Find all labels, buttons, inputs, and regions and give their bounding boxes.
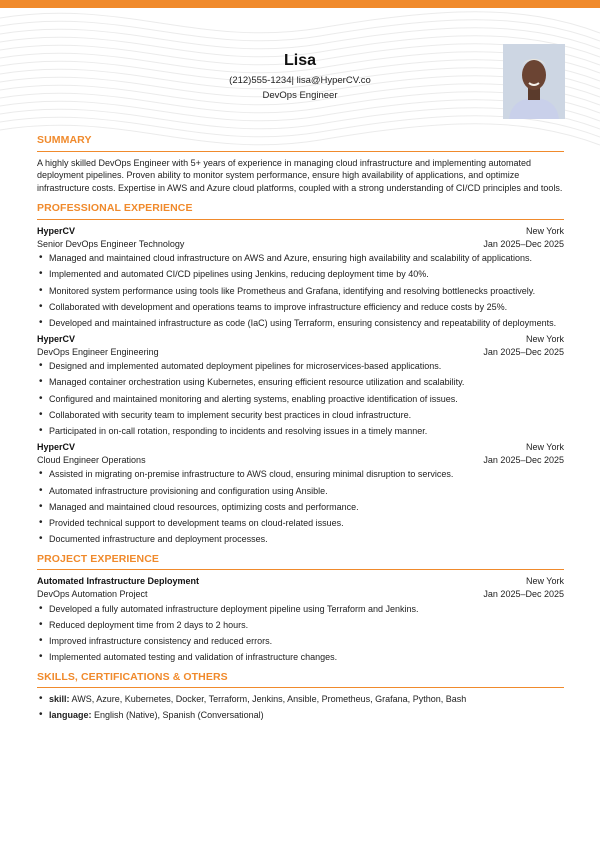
- skill-label: skill:: [49, 694, 70, 705]
- job-entry: [37, 333, 564, 438]
- contact-line: (212)555-1234| lisa@HyperCV.co: [229, 75, 371, 86]
- skill-value: AWS, Azure, Kubernetes, Docker, Terraform, Jenkins, Ansible, Prometheus, Grafana, Python, Bash: [71, 694, 467, 705]
- job-location: New York: [525, 334, 564, 345]
- list-item: • Developed a fully automated infrastructure deployment pipeline using Terraform and Jenkins.: [37, 603, 564, 616]
- list-item: • Collaborated with security team to implement security best practices in cloud infrastructure.: [37, 409, 564, 422]
- email-address[interactable]: lisa@HyperCV.co: [296, 75, 371, 86]
- list-item: • Participated in on-call rotation, responding to incidents and resolving issues in a timely manner.: [37, 425, 564, 438]
- list-item: • Improved infrastructure consistency and reduced errors.: [37, 635, 564, 648]
- candidate-name: Lisa: [283, 52, 316, 69]
- section-heading-skills: SKILLS, CERTIFICATIONS & OTHERS: [37, 671, 564, 689]
- projects-section: [37, 553, 564, 664]
- resume-header: [0, 0, 600, 140]
- section-heading-projects: PROJECT EXPERIENCE: [37, 553, 564, 571]
- job-location: New York: [525, 442, 564, 453]
- language-value: English (Native), Spanish (Conversational): [94, 710, 264, 721]
- job-bullets: [37, 252, 564, 329]
- list-item: • Managed container orchestration using Kubernetes, ensuring efficient resource utilization and scalability.: [37, 376, 564, 389]
- skills-section: [37, 671, 564, 722]
- section-heading-summary: SUMMARY: [37, 134, 564, 152]
- list-item: • Configured and maintained monitoring and alerting systems, enabling proactive identification of issues.: [37, 393, 564, 406]
- list-item: • Developed and maintained infrastructure as code (IaC) using Terraform, ensuring consistency and repeatability of deployments.: [37, 317, 564, 330]
- section-heading-experience: PROFESSIONAL EXPERIENCE: [37, 202, 564, 220]
- experience-section: [37, 202, 564, 545]
- company-name: HyperCV: [37, 225, 76, 236]
- job-dates: Jan 2025–Dec 2025: [483, 346, 564, 357]
- job-role: Cloud Engineer Operations: [37, 454, 146, 465]
- job-dates: Jan 2025–Dec 2025: [483, 454, 564, 465]
- resume-content: [37, 134, 564, 729]
- job-dates: Jan 2025–Dec 2025: [483, 238, 564, 249]
- company-name: HyperCV: [37, 334, 76, 345]
- list-item: • Assisted in migrating on-premise infrastructure to AWS cloud, ensuring minimal disruption to services.: [37, 468, 564, 481]
- project-role: DevOps Automation Project: [37, 588, 148, 599]
- job-title: DevOps Engineer: [262, 90, 338, 101]
- list-item: • Designed and implemented automated deployment pipelines for microservices-based applications.: [37, 360, 564, 373]
- list-item: • Managed and maintained cloud resources, optimizing costs and performance.: [37, 501, 564, 514]
- job-bullets: [37, 468, 564, 545]
- list-item: • Documented infrastructure and deployment processes.: [37, 533, 564, 546]
- job-bullets: [37, 360, 564, 437]
- list-item: • Provided technical support to development teams on cloud-related issues.: [37, 517, 564, 530]
- list-item: • Monitored system performance using tools like Prometheus and Grafana, identifying and resolving bottlenecks proactively.: [37, 285, 564, 298]
- project-dates: Jan 2025–Dec 2025: [483, 588, 564, 599]
- list-item: • Managed and maintained cloud infrastructure on AWS and Azure, ensuring high availability and scalability of applications.: [37, 252, 564, 265]
- summary-text: A highly skilled DevOps Engineer with 5+ years of experience in managing cloud infrastructure and implementing automated deployment pipelines. Proven ability to monitor system performance, ensure high availability of applications, and optimize infrastructure costs. Expertise in AWS and Azure cloud platforms, coupled with a strong understanding of CI/CD principles and tools.: [37, 157, 563, 193]
- summary-section: [37, 134, 564, 194]
- list-item: • Collaborated with development and operations teams to improve infrastructure efficiency and reduce costs by 25%.: [37, 301, 564, 314]
- job-role: Senior DevOps Engineer Technology: [37, 238, 185, 249]
- list-item: • Implemented and automated CI/CD pipelines using Jenkins, reducing deployment time by 40%.: [37, 268, 564, 281]
- project-name: Automated Infrastructure Deployment: [37, 576, 200, 587]
- list-item: • Automated infrastructure provisioning and configuration using Ansible.: [37, 485, 564, 498]
- job-entry: [37, 225, 564, 330]
- project-location: New York: [525, 576, 564, 587]
- job-location: New York: [525, 225, 564, 236]
- project-entry: [37, 575, 564, 663]
- job-entry: [37, 441, 564, 546]
- profile-photo: [503, 44, 565, 119]
- list-item: [37, 709, 564, 722]
- job-role: DevOps Engineer Engineering: [37, 346, 159, 357]
- skills-list: [37, 693, 564, 722]
- project-bullets: [37, 603, 564, 664]
- list-item: • Implemented automated testing and validation of infrastructure changes.: [37, 651, 564, 664]
- company-name: HyperCV: [37, 442, 76, 453]
- language-label: language:: [49, 710, 92, 721]
- list-item: [37, 693, 564, 706]
- phone-number: (212)555-1234: [229, 75, 292, 86]
- list-item: • Reduced deployment time from 2 days to 2 hours.: [37, 619, 564, 632]
